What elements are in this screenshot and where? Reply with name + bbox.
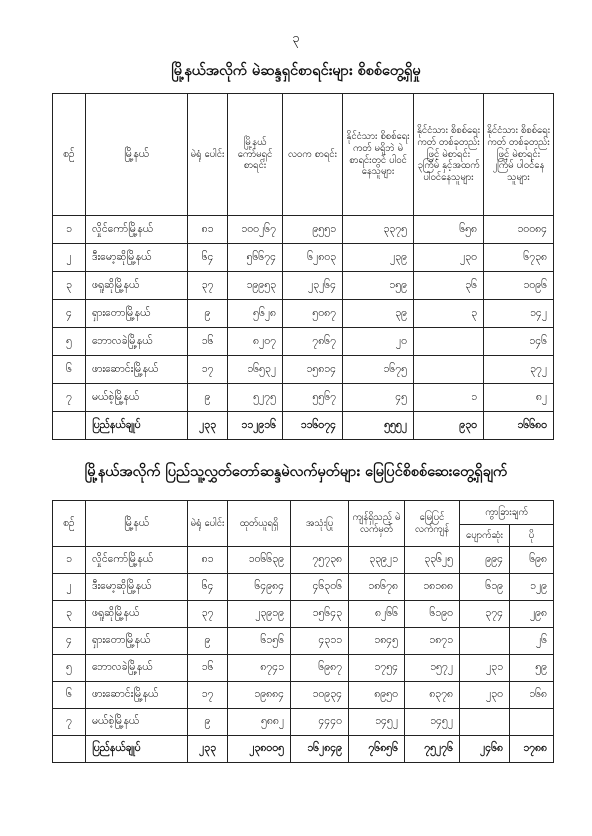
table-cell: ၅ — [53, 328, 86, 356]
table-cell: ပြည်နယ်ချုပ် — [86, 736, 188, 763]
table-cell: ၇၅၇၃၈ — [291, 547, 349, 574]
table-cell: ၈၂၀၇ — [228, 328, 283, 356]
table-cell: ၁၀၀၈၄ — [484, 216, 554, 244]
table-cell: ၁၆ — [188, 328, 228, 356]
table-cell: ၃၉ — [343, 300, 414, 328]
table-cell: ၆၂၈၀၃ — [283, 244, 343, 272]
table-cell — [510, 709, 554, 736]
table-cell: ၁၆၇၅ — [343, 356, 414, 384]
table-cell: ၂၃၀ — [414, 244, 484, 272]
table-cell: ၆၄ — [188, 244, 228, 272]
table-cell: ၈၂ — [484, 384, 554, 412]
table-cell: ဖရူဆိုမြို့နယ် — [86, 601, 188, 628]
table-cell: ၁၈၄၅ — [349, 628, 405, 655]
table-cell: ၃၃၇၅ — [343, 216, 414, 244]
header-cell: မြို့နယ် — [86, 94, 188, 216]
header-cell: စဉ် — [53, 94, 86, 216]
table-row — [53, 384, 554, 412]
table-cell: ၂ — [53, 574, 86, 601]
header-cell: မြေပြင် လက်ကျန် — [405, 501, 460, 547]
table-cell: ၆၅၈ — [414, 216, 484, 244]
table-cell: ၂၃၃ — [188, 412, 228, 440]
header-cell: ကွာခြားချက် — [460, 501, 554, 525]
table-cell: ၂၃၂၆၄ — [283, 272, 343, 300]
table-cell: ၁၀၀၂၆၇ — [228, 216, 283, 244]
table-cell: ၁ — [53, 547, 86, 574]
table-cell: ၅၉ — [510, 655, 554, 682]
table-cell: ၁၄၅၂ — [349, 709, 405, 736]
table-cell: ၄၃၁၁ — [291, 628, 349, 655]
header-cell: မြို့နယ် — [86, 501, 188, 547]
table-cell: ဒီးမော့ဆိုမြို့နယ် — [86, 244, 188, 272]
table-cell: ၁၅၆၄၃ — [291, 601, 349, 628]
table-cell: ၆၄၉၈၄ — [228, 574, 291, 601]
table-cell: ၁၂၉ — [510, 574, 554, 601]
table-cell: ၁၄၂ — [484, 300, 554, 328]
header-cell: နိုင်ငံသား စိစစ်ရေးကတ် တစ်ခုတည်းဖြင့် မဲစာရင်း ၃ကြိမ် နှင့်အထက် ပါဝင်နေသူများ — [414, 94, 484, 216]
subheader-cell: ပို — [510, 525, 554, 547]
table-row — [53, 574, 554, 601]
table-cell: ၇၈၆၇ — [283, 328, 343, 356]
table-cell: လှိုင်ကော်မြို့နယ် — [86, 547, 188, 574]
table-cell: ၅၂၇၅ — [228, 384, 283, 412]
header-cell: လဝက စာရင်း — [283, 94, 343, 216]
table-cell: ၈၇၄၁ — [228, 655, 291, 682]
table-cell: ၃၇၂ — [484, 356, 554, 384]
page-number: ၃ — [292, 31, 300, 46]
table-cell: ၁၈၇၁ — [405, 628, 460, 655]
header-cell: နိုင်ငံသား စိစစ်ရေးကတ် မရှိဘဲ မဲစာရင်းတွင် ပါဝင်နေသူများ — [343, 94, 414, 216]
table-cell: ၈၁ — [188, 547, 228, 574]
table-cell — [414, 328, 484, 356]
table-cell: ၉၃၀ — [414, 412, 484, 440]
table-cell: ၂၀ — [343, 328, 414, 356]
table-cell: ၂၉၈ — [510, 601, 554, 628]
table-cell — [414, 356, 484, 384]
total-row — [53, 736, 554, 763]
table-cell: ၇ — [53, 709, 86, 736]
table-cell: ၈၃၇၈ — [405, 682, 460, 709]
table-cell: ၃၃၆၂၅ — [405, 547, 460, 574]
table-cell: ၄ — [53, 300, 86, 328]
header-cell: မဲရုံ ပေါင်း — [188, 501, 228, 547]
table-cell: ၁၇၈၈ — [510, 736, 554, 763]
table-cell: ၁ — [414, 384, 484, 412]
table-cell: ၅ — [53, 655, 86, 682]
table1-title: မြို့နယ်အလိုက် မဲဆန္ဒရှင်စာရင်းများ စိစစ်တွေ့ရှိမှု — [171, 63, 421, 79]
table-cell: ၅၅၆၇ — [283, 384, 343, 412]
table-cell: ၂၆ — [510, 628, 554, 655]
table-cell: ၂၃၈၀၀၅ — [228, 736, 291, 763]
table-cell: ၄၄၄၀ — [291, 709, 349, 736]
table-cell: ၃၆ — [414, 272, 484, 300]
table-cell: မယ်စဲ့မြို့နယ် — [86, 384, 188, 412]
table-cell: ၁၅၉ — [343, 272, 414, 300]
table-cell: ၂၃၉၁၉ — [228, 601, 291, 628]
table-cell: ၂၃၉ — [343, 244, 414, 272]
table-cell: ဘောလခဲမြို့နယ် — [86, 655, 188, 682]
table-row — [53, 244, 554, 272]
table2-title: မြို့နယ်အလိုက် ပြည်သူ့လွှတ်တော်ဆန္ဒမဲလက်မှတ်များ မြေပြင်စိစစ်ဆေးတွေ့ရှိချက် — [84, 464, 508, 480]
table-cell: ၉ — [188, 384, 228, 412]
ballot-check-table — [52, 500, 554, 763]
table-cell: ၁၄၆ — [484, 328, 554, 356]
table-cell: ၉ — [188, 709, 228, 736]
header-cell: နိုင်ငံသား စိစစ်ရေးကတ် တစ်ခုတည်းဖြင့် မဲစာရင်း ၂ကြိမ် ပါဝင်နေသူများ — [484, 94, 554, 216]
table-cell: မယ်စဲ့မြို့နယ် — [86, 709, 188, 736]
table-cell: ၁၆ — [188, 655, 228, 682]
table-cell: ဒီးမော့ဆိုမြို့နယ် — [86, 574, 188, 601]
table-cell: ၄ — [53, 628, 86, 655]
table-cell: ၁၅၈၁၄ — [283, 356, 343, 384]
table-row — [53, 682, 554, 709]
table-cell: ၆၁၅၆ — [228, 628, 291, 655]
table-cell: ၂၄၆၈ — [460, 736, 510, 763]
table-row — [53, 655, 554, 682]
table-cell — [53, 412, 86, 440]
table-row — [53, 216, 554, 244]
table-cell: ၅၅၅၂ — [343, 412, 414, 440]
table-cell: ၆၄ — [188, 574, 228, 601]
table-cell: ၁၈၁၈၈ — [405, 574, 460, 601]
table-cell: ၆ — [53, 682, 86, 709]
table-cell: ၃၇၄ — [460, 601, 510, 628]
table-cell: ၆၁၉၀ — [405, 601, 460, 628]
table-cell: ၈၉၅၀ — [349, 682, 405, 709]
table-cell: ၈၂၆၆ — [349, 601, 405, 628]
table-cell: ၁၇၅၄ — [349, 655, 405, 682]
table-cell: ၂၃၃ — [188, 736, 228, 763]
header-cell: ကျန်ရှိသည့် မဲလက်မှတ် — [349, 501, 405, 547]
table-cell: ၃ — [414, 300, 484, 328]
table-cell — [53, 736, 86, 763]
table-cell: ၇၅၂၇၆ — [405, 736, 460, 763]
table-cell: ၁၀၉၆ — [484, 272, 554, 300]
table-cell: ဘောလခဲမြို့နယ် — [86, 328, 188, 356]
table-cell: ၅၆၆၇၄ — [228, 244, 283, 272]
table-cell: ဖားဆောင်းမြို့နယ် — [86, 682, 188, 709]
table-cell: ၅၀၈၇ — [283, 300, 343, 328]
table-cell: လှိုင်ကော်မြို့နယ် — [86, 216, 188, 244]
table-cell: ဖရူဆိုမြို့နယ် — [86, 272, 188, 300]
table-cell: ၄၆၃၀၆ — [291, 574, 349, 601]
table-cell: ၃၇ — [188, 601, 228, 628]
table-cell: ၉ — [188, 300, 228, 328]
table-cell: ဖားဆောင်းမြို့နယ် — [86, 356, 188, 384]
table-cell: ၇ — [53, 384, 86, 412]
header-cell: မဲရုံ ပေါင်း — [188, 94, 228, 216]
table-cell: ၉၉၄ — [460, 547, 510, 574]
table-cell: ပြည်နယ်ချုပ် — [86, 412, 188, 440]
table-cell: ၃၃၉၂၁ — [349, 547, 405, 574]
table-cell: ၆၁၉ — [460, 574, 510, 601]
table-cell — [460, 628, 510, 655]
voter-list-table — [52, 93, 554, 440]
table-cell: ၆၇၃၈ — [484, 244, 554, 272]
table-cell: ၁ — [53, 216, 86, 244]
table-cell: ၂၃၀ — [460, 682, 510, 709]
table2-header-row — [53, 501, 554, 525]
table-cell: ၇၆၈၅၆ — [349, 736, 405, 763]
header-cell: မြို့နယ် ကော်မရှင် စာရင်း — [228, 94, 283, 216]
table-cell: ၃ — [53, 272, 86, 300]
table-cell: ၂၃၁ — [460, 655, 510, 682]
header-cell: စဉ် — [53, 501, 86, 547]
table-row — [53, 601, 554, 628]
table-cell: ၅၆၂၈ — [228, 300, 283, 328]
table-cell: ၁၆၂၈၄၉ — [291, 736, 349, 763]
table-row — [53, 300, 554, 328]
table-cell: ၁၉၉၅၃ — [228, 272, 283, 300]
table-cell: ၂ — [53, 244, 86, 272]
table-cell: ၁၇ — [188, 682, 228, 709]
table-cell: ၉ — [188, 628, 228, 655]
table-row — [53, 272, 554, 300]
table-cell: ၁၁၆၀၇၄ — [283, 412, 343, 440]
table-cell: ၄၅ — [343, 384, 414, 412]
table-cell: ၆၉၈ — [510, 547, 554, 574]
table-cell: ၁၆၆၈၀ — [484, 412, 554, 440]
table-row — [53, 709, 554, 736]
table-cell: ၁၆၅၃၂ — [228, 356, 283, 384]
table-row — [53, 628, 554, 655]
table-cell: ၁၄၅၂ — [405, 709, 460, 736]
subheader-cell: ပျောက်ဆုံး — [460, 525, 510, 547]
table-cell: ၁၆၈ — [510, 682, 554, 709]
table-cell: ၁၉၈၈၄ — [228, 682, 291, 709]
table-cell: ၁၈၆၇၈ — [349, 574, 405, 601]
table-cell: ၃ — [53, 601, 86, 628]
table-cell: ၃၇ — [188, 272, 228, 300]
table1-header-row — [53, 94, 554, 216]
table-cell: ၁၅၇၂ — [405, 655, 460, 682]
table-cell: ၈၁ — [188, 216, 228, 244]
table-cell: ၆ — [53, 356, 86, 384]
table-cell: ၁၀၆၆၃၉ — [228, 547, 291, 574]
table-row — [53, 356, 554, 384]
table-row — [53, 328, 554, 356]
table-cell: ၁၀၉၃၄ — [291, 682, 349, 709]
table-cell: ၆၉၈၇ — [291, 655, 349, 682]
table-row — [53, 547, 554, 574]
total-row — [53, 412, 554, 440]
table-cell: ရှားတောမြို့နယ် — [86, 300, 188, 328]
header-cell: ထုတ်ယူရရှိ — [228, 501, 291, 547]
table-cell — [460, 709, 510, 736]
table-cell: ၁၇ — [188, 356, 228, 384]
table-cell: ရှားတောမြို့နယ် — [86, 628, 188, 655]
table-cell: ၉၅၅၁ — [283, 216, 343, 244]
table-cell: ၅၈၈၂ — [228, 709, 291, 736]
header-cell: အသုံးပြု — [291, 501, 349, 547]
table-cell: ၁၁၂၉၁၆ — [228, 412, 283, 440]
